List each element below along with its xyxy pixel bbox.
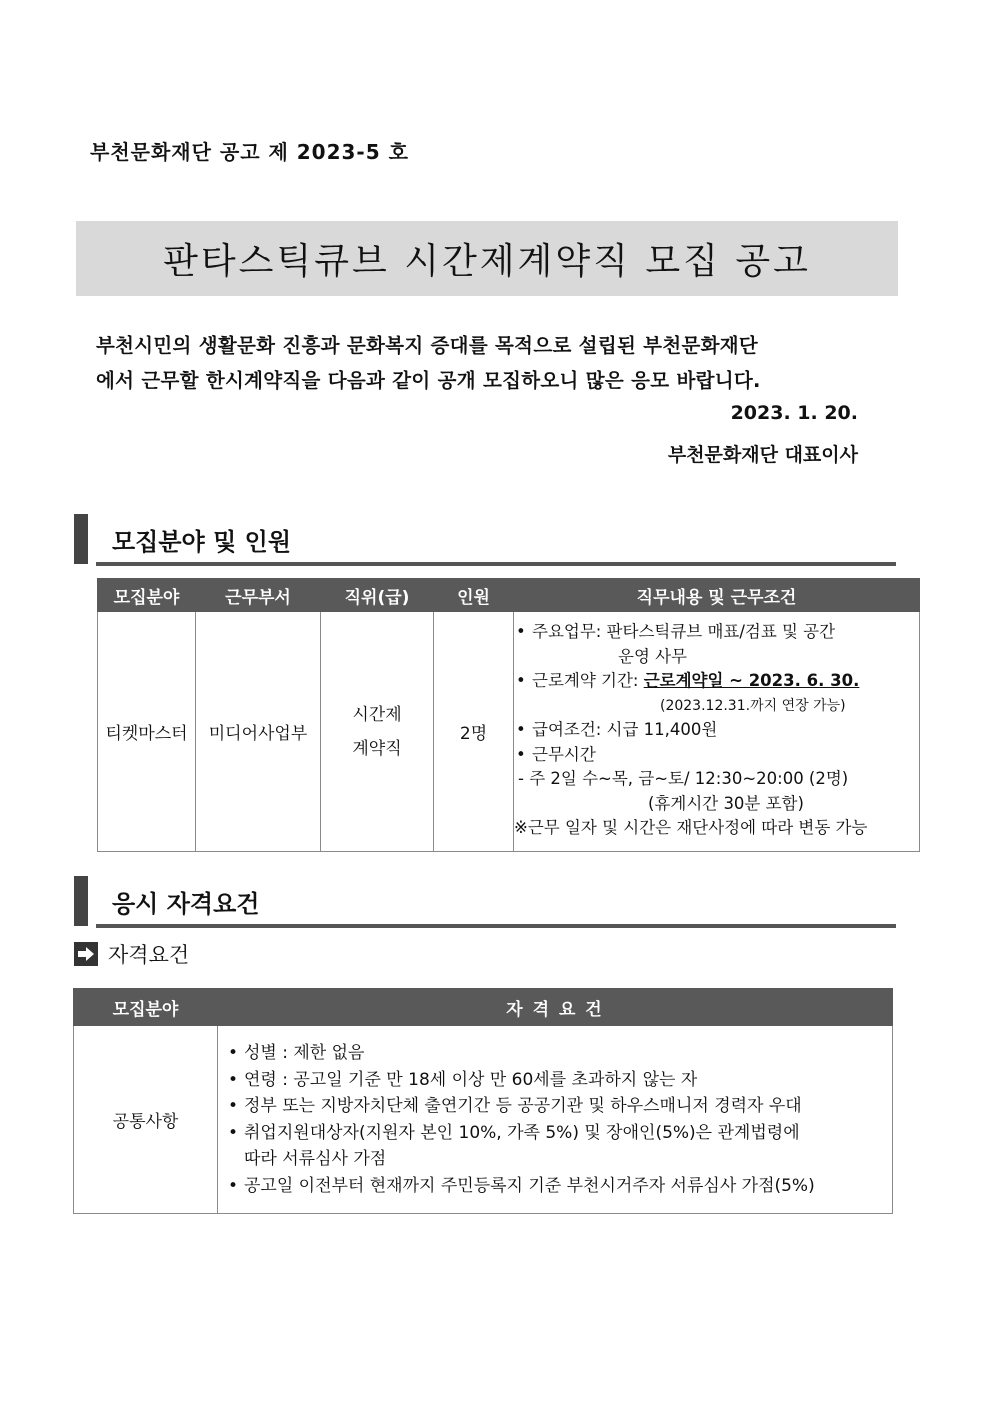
qualification-item: • 취업지원대상자(지원자 본인 10%, 가족 5%) 및 장애인(5%)은 관계법령에 xyxy=(228,1120,884,1147)
qualification-item: • 연령 : 공고일 기준 만 18세 이상 만 60세를 초과하지 않는 자 xyxy=(228,1067,884,1094)
table-header-row xyxy=(98,579,920,612)
col-header: 직무내용 및 근무조건 xyxy=(514,579,920,612)
intro-line-1: 부천시민의 생활문화 진흥과 문화복지 증대를 목적으로 설립된 부천문화재단 xyxy=(96,334,759,357)
intro-line-2: 에서 근무할 한시계약직을 다음과 같이 공개 모집하오니 많은 응모 바랍니다. xyxy=(96,369,761,392)
table-header-row xyxy=(74,989,893,1026)
duty-item-contract xyxy=(514,669,915,694)
col-header: 모집분야 xyxy=(74,989,218,1026)
table-row xyxy=(74,1026,893,1214)
page-title: 판타스틱큐브 시간제계약직 모집 공고 xyxy=(163,241,811,282)
section-underline xyxy=(96,562,896,566)
work-hours-detail: - 주 2일 수~목, 금~토/ 12:30~20:00 (2명) xyxy=(518,769,849,788)
qualification-item: • 정부 또는 지방자치단체 출연기간 등 공공기관 및 하우스매니저 경력자 우대 xyxy=(228,1093,884,1120)
qualification-item: • 성별 : 제한 없음 xyxy=(228,1040,884,1067)
col-header: 인원 xyxy=(434,579,514,612)
duties-list xyxy=(514,612,919,841)
col-header: 자 격 요 건 xyxy=(218,989,893,1026)
contract-label: 근로계약 기간: xyxy=(532,671,644,690)
col-header: 직위(급) xyxy=(321,579,434,612)
col-header: 근무부서 xyxy=(196,579,321,612)
recruitment-table xyxy=(97,578,920,852)
subsection-title: 자격요건 xyxy=(108,943,190,967)
department-cell: 미디어사업부 xyxy=(196,612,321,852)
work-hours-note: (휴게시간 30분 포함) xyxy=(648,793,804,813)
duty-item: • 주요업무: 판타스틱큐브 매표/검표 및 공간 xyxy=(514,620,915,645)
field-cell: 공통사항 xyxy=(74,1026,218,1214)
position-line-2: 계약직 xyxy=(352,738,402,759)
contract-period: 근로계약일 ~ 2023. 6. 30. xyxy=(643,671,860,690)
duty-item: • 급여조건: 시급 11,400원 xyxy=(514,718,915,743)
col-header: 모집분야 xyxy=(98,579,196,612)
table-row xyxy=(98,612,920,852)
qualification-item: • 공고일 이전부터 현재까지 주민등록지 기준 부천시거주자 서류심사 가점(5%) xyxy=(228,1173,884,1200)
position-line-1: 시간제 xyxy=(352,704,402,725)
duty-remark: ※근무 일자 및 시간은 재단사정에 따라 변동 가능 xyxy=(514,818,868,837)
section-bar xyxy=(74,514,88,564)
qualification-item-cont: 따라 서류심사 가점 xyxy=(244,1149,387,1169)
section-title: 응시 자격요건 xyxy=(112,890,260,918)
section-bar xyxy=(74,876,88,926)
duty-item: • 근무시간 xyxy=(514,743,915,768)
position-cell xyxy=(321,612,434,852)
notice-date: 2023. 1. 20. xyxy=(730,402,858,424)
notice-number: 부천문화재단 공고 제 2023-5 호 xyxy=(90,140,409,164)
section-header-recruitment xyxy=(74,514,896,566)
section-underline xyxy=(96,924,896,928)
duty-item-cont: 운영 사무 xyxy=(618,646,688,666)
qualifications-cell xyxy=(218,1026,893,1214)
qualifications-table xyxy=(73,988,893,1214)
intro-paragraph xyxy=(96,328,886,398)
qualifications-list xyxy=(218,1026,892,1211)
section-header-qualifications xyxy=(74,876,896,928)
section-title: 모집분야 및 인원 xyxy=(112,528,291,556)
arrow-right-icon xyxy=(74,942,98,966)
issuer: 부천문화재단 대표이사 xyxy=(667,444,858,466)
subsection-header xyxy=(74,938,189,970)
count-cell: 2명 xyxy=(434,612,514,852)
field-cell: 티켓마스터 xyxy=(98,612,196,852)
page-title-box xyxy=(76,221,898,296)
duties-cell xyxy=(514,612,920,852)
contract-note: (2023.12.31.까지 연장 가능) xyxy=(660,697,846,714)
